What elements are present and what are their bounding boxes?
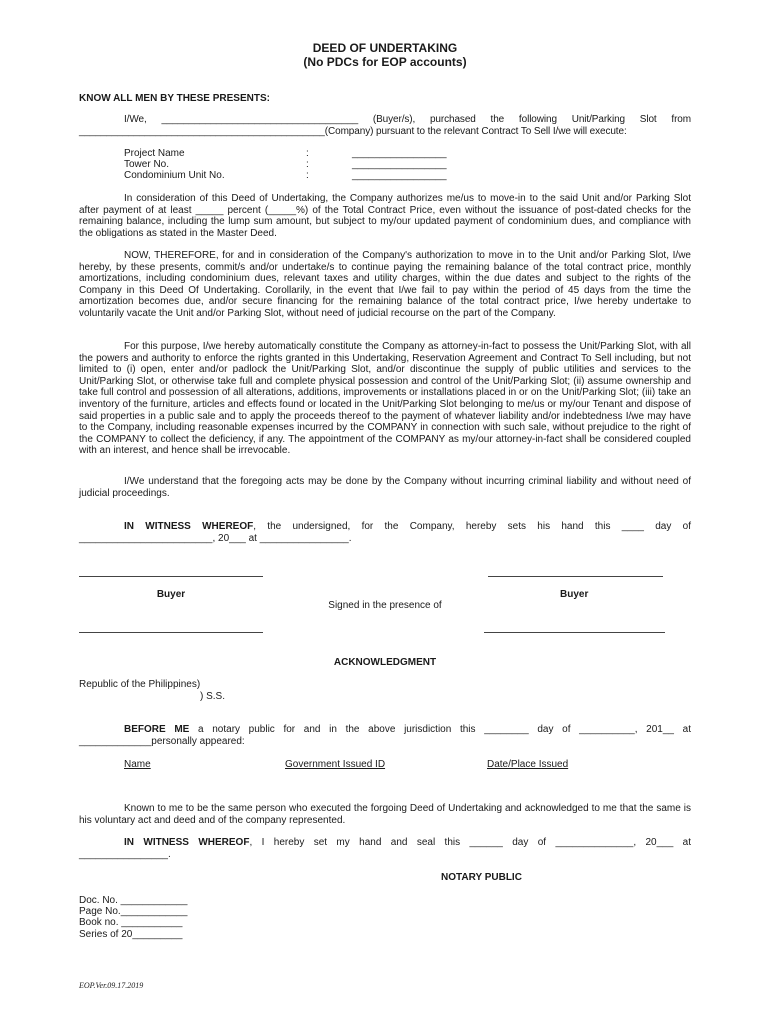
version-footer: EOP.Ver.09.17.2019	[79, 981, 144, 990]
witness-signature-line-left[interactable]	[79, 632, 263, 633]
buyer-signature-line-left[interactable]	[79, 576, 263, 577]
field-label: Tower No.	[124, 159, 170, 170]
buyer-label-right: Buyer	[560, 589, 589, 600]
acknowledgment-heading: ACKNOWLEDGMENT	[333, 657, 437, 668]
field-colon: :	[306, 148, 309, 159]
column-name: Name	[124, 759, 151, 770]
attorney-in-fact-paragraph: For this purpose, I/we hereby automatically constitute the Company as attorney-in-fact to possess the Unit/Parking Slot, with all the powers and authority to enforce the rights granted in this Undertaking, Reservation Agreement and Contract To Sell including, but not limited to (i) open, enter and/or padlock the Unit/Parking Slot, and/or discontinue the supply of public utilities and services to the Unit/Parking Slot, or otherwise take full and complete physical possession and control of the Unit/Parking Slot; (ii) assume ownership and take full control and possession of all alterations, additions, improvements or installations placed in or on the Unit/Parking Slot; (iii) take an inventory of the furniture, articles and effects found or located in the Unit/Parking Slot belonging to me/us or my/our Tenant and dispose of said properties in a public sale and to apply the proceeds thereof to the payment of whatever liability and/or indebtedness I/we may have to the Company, including reasonable expenses incurred by the COMPANY in connection with such sale, without prejudice to the right of the COMPANY to collect the deficiency, if any. The appointment of the COMPANY as my/our attorney-in-fact shall be considered coupled with an interest, and hence shall be irrevocable.	[79, 341, 691, 457]
column-government-id: Government Issued ID	[285, 759, 386, 770]
witness-signature-line-right[interactable]	[484, 632, 665, 633]
column-date-place: Date/Place Issued	[487, 759, 569, 770]
republic-label: Republic of the Philippines)	[79, 679, 201, 690]
notary-public-label: NOTARY PUBLIC	[441, 872, 522, 883]
known-to-me-paragraph: Known to me to be the same person who executed the forgoing Deed of Undertaking and acknowledged to me that the same is his voluntary act and deed and of the company represented.	[79, 803, 691, 826]
doc-no-field[interactable]: Doc. No. ____________	[79, 895, 188, 906]
consideration-paragraph: In consideration of this Deed of Undertaking, the Company authorizes me/us to move-in to the said Unit and/or Parking Slot after payment of at least _____ percent (_____%) of the Total Contract Price, even without the issuance of post-dated checks for the remaining balance, including the lump sum amount, but subject to my/our updated payment of condominium dues, and compliance with the obligations as stated in the Master Deed.	[79, 193, 691, 239]
witness2-line-1	[124, 837, 691, 849]
witness2-heading: IN WITNESS WHEREOF	[124, 837, 250, 848]
field-colon: :	[306, 159, 309, 170]
page-no-field[interactable]: Page No.____________	[79, 906, 188, 917]
document-title: DEED OF UNDERTAKING	[312, 41, 458, 55]
witness-heading: IN WITNESS WHEREOF	[124, 521, 254, 532]
field-label: Condominium Unit No.	[124, 170, 225, 181]
field-blank[interactable]: _________________	[352, 159, 447, 170]
field-blank[interactable]: _________________	[352, 170, 447, 181]
witness-line-1	[124, 521, 691, 533]
field-colon: :	[306, 170, 309, 181]
witness-line-2[interactable]: ________________________, 20___ at ________________.	[79, 533, 352, 544]
now-therefore-paragraph: NOW, THEREFORE, for and in consideration of the Company's authorization to move in to the Unit and/or Parking Slot, I/we hereby, by these presents, commit/s and/or undertake/s to continue paying the remaining balance of the total contract price, monthly amortizations, including condominium dues, relevant taxes and utility charges, within the due dates and subject to the rights of the Company in this Deed Of Undertaking. Corollarily, in the event that I/we fail to pay within the period of 45 days from the time the amortization becomes due, and/or secure financing for the remaining balance of the total contract price, I/we hereby undertake to voluntarily vacate the Unit and/or Parking Slot, without need of judicial recourse on the part of the Company.	[79, 250, 691, 319]
buyer-label-left: Buyer	[156, 589, 186, 600]
intro-line-1: I/We, ____________________________________ (Buyer/s), purchased the following Unit/Parking Slot from	[124, 114, 691, 125]
field-blank[interactable]: _________________	[352, 148, 447, 159]
understanding-paragraph: I/We understand that the foregoing acts may be done by the Company without incurring criminal liability and without need of judicial proceedings.	[79, 476, 691, 499]
know-all-heading: KNOW ALL MEN BY THESE PRESENTS:	[79, 93, 270, 104]
before-me-line-2[interactable]: _____________personally appeared:	[79, 736, 245, 747]
witness2-line-2[interactable]: ________________.	[79, 849, 171, 860]
before-me-text: a notary public for and in the above jurisdiction this ________ day of __________, 201__ at	[189, 724, 691, 735]
before-me-line-1	[124, 724, 691, 736]
witness2-text: , I hereby set my hand and seal this ______ day of ______________, 20___ at	[249, 837, 692, 848]
series-field[interactable]: Series of 20_________	[79, 929, 183, 940]
buyer-signature-line-right[interactable]	[488, 576, 663, 577]
before-me-heading: BEFORE ME	[124, 724, 190, 735]
document-subtitle: (No PDCs for EOP accounts)	[303, 55, 467, 69]
book-no-field[interactable]: Book no. ___________	[79, 917, 183, 928]
field-label: Project Name	[124, 148, 185, 159]
intro-line-2: _____________________________________________(Company) pursuant to the relevant Contract To Sell I/we will execute:	[79, 126, 627, 137]
ss-label: ) S.S.	[200, 691, 226, 702]
witness-text: , the undersigned, for the Company, hereby sets his hand this ____ day of	[253, 521, 691, 532]
signed-presence-label: Signed in the presence of	[328, 600, 442, 611]
